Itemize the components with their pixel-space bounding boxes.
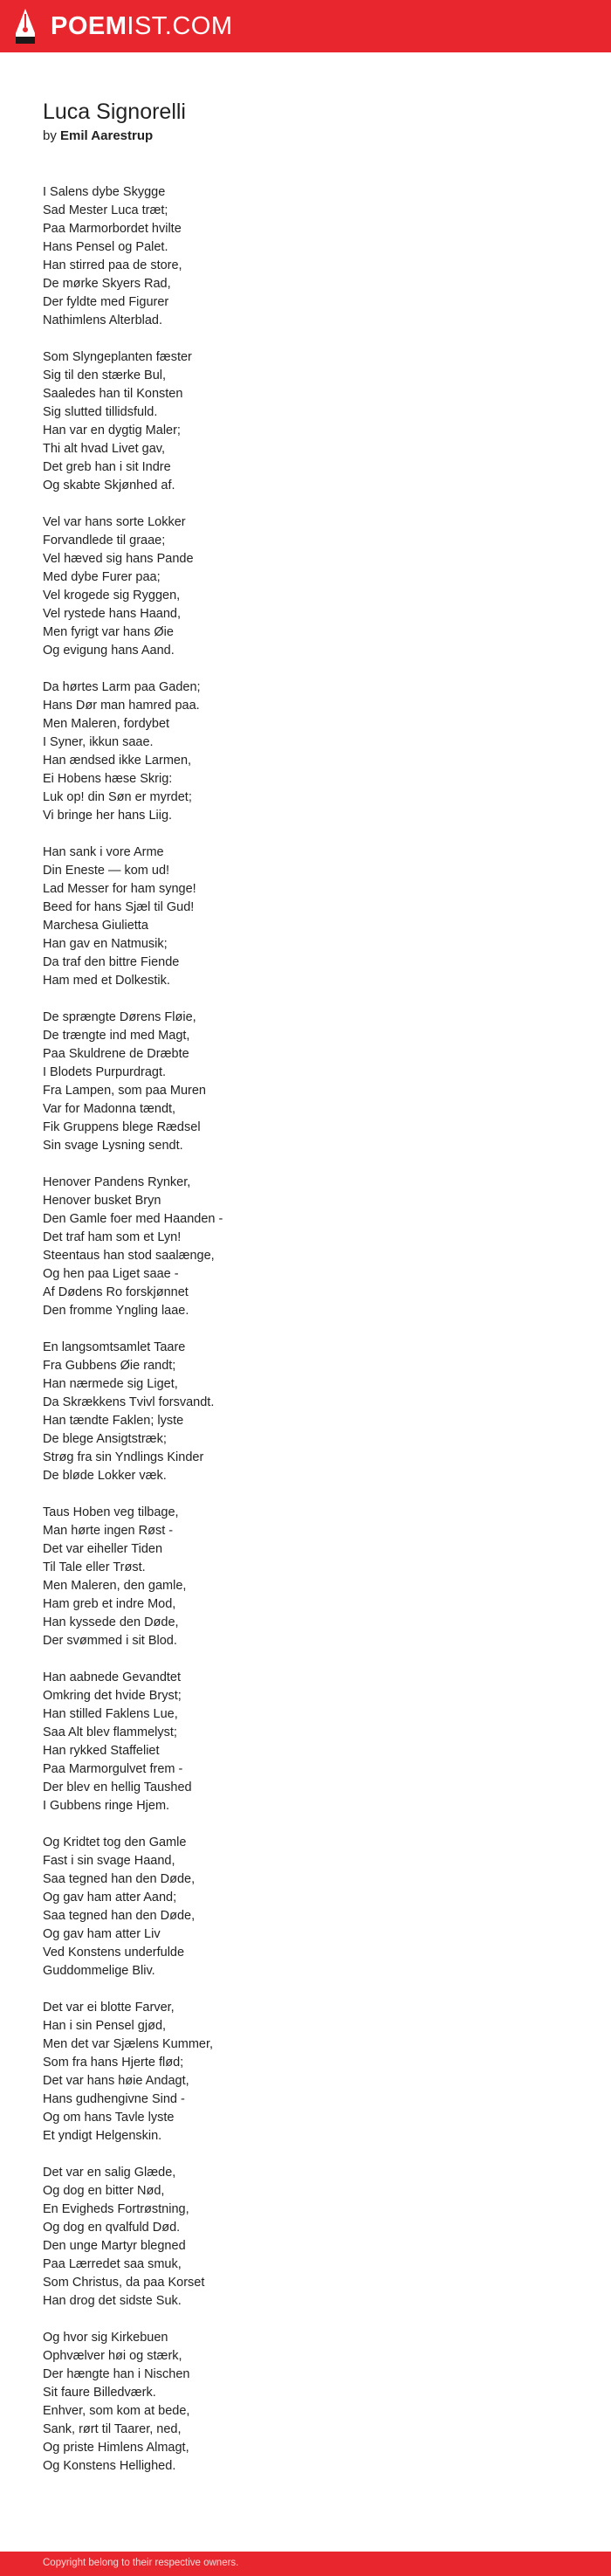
poem-line: Ved Konstens underfulde (43, 1946, 185, 1960)
poem-line: Og evigung hans Aand. (43, 644, 175, 658)
poem-line: Sin svage Lysning sendt. (43, 1139, 183, 1153)
poem-line: Paa Lærredet saa smuk, (43, 2257, 182, 2271)
stanza (43, 1009, 566, 1155)
poem-line: Fra Gubbens Øie randt; (43, 1359, 176, 1373)
poem-line: Paa Marmorbordet hvilte (43, 222, 182, 236)
poem-line: Sit faure Billedværk. (43, 2386, 156, 2400)
poem-line: Men fyrigt var hans Øie (43, 625, 174, 639)
poem-line: Beed for hans Sjæl til Gud! (43, 900, 195, 914)
poem-line: Og Konstens Hellighed. (43, 2459, 176, 2473)
brand-logo-text[interactable] (51, 10, 233, 42)
poem-line: Vi bringe her hans Liig. (43, 809, 173, 823)
poem-line: Han tændte Faklen; lyste (43, 1414, 184, 1428)
poem-line: En Evigheds Fortrøstning, (43, 2202, 189, 2216)
poem-line: De blege Ansigtstræk; (43, 1432, 167, 1446)
poem-line: Din Eneste — kom ud! (43, 864, 170, 878)
poem-line: En langsomtsamlet Taare (43, 1340, 186, 1354)
poem-line: Han kyssede den Døde, (43, 1615, 179, 1629)
poem-line: Og Kridtet tog den Gamle (43, 1836, 187, 1849)
poem-line: Den Gamle foer med Haanden - (43, 1212, 223, 1226)
poem-line: Og dog en qvalfuld Død. (43, 2221, 181, 2235)
poem-line: Og hvor sig Kirkebuen (43, 2331, 168, 2345)
poem-line: Ophvælver høi og stærk, (43, 2349, 182, 2363)
poem-line: Det greb han i sit Indre (43, 460, 171, 474)
poem-line: Det var en salig Glæde, (43, 2166, 176, 2180)
poem-title: Luca Signorelli (43, 100, 186, 124)
poem-line: Det var ei blotte Farver, (43, 2001, 175, 2015)
poem-line: Men Maleren, fordybet (43, 717, 170, 731)
poem-line: Af Dødens Ro forskjønnet (43, 1285, 189, 1299)
poem-line: Steentaus han stod saalænge, (43, 1249, 215, 1263)
poem-line: Og dog en bitter Nød, (43, 2184, 165, 2198)
poem-line: Der hængte han i Nischen (43, 2367, 190, 2381)
poem-line: De sprængte Dørens Fløie, (43, 1010, 196, 1024)
poem-line: Sig slutted tillidsfuld. (43, 405, 158, 419)
poem-line: Og gav ham atter Liv (43, 1927, 161, 1941)
stanza (43, 678, 566, 825)
poem-line: Taus Hoben veg tilbage, (43, 1505, 179, 1519)
poem-line: Paa Marmorgulvet frem - (43, 1762, 183, 1776)
poem-line: Som Slyngeplanten fæster (43, 350, 192, 364)
poem-line: Og priste Himlens Almagt, (43, 2441, 189, 2455)
poem-line: Sig til den stærke Bul, (43, 368, 167, 382)
stanza (43, 1504, 566, 1650)
poem-line: Strøg fra sin Yndlings Kinder (43, 1450, 204, 1464)
poem-line: Guddommelige Bliv. (43, 1964, 155, 1978)
poem-line: Han nærmede sig Liget, (43, 1377, 178, 1391)
poem-line: Et yndigt Helgenskin. (43, 2129, 162, 2143)
poem-line: De mørke Skyers Rad, (43, 277, 171, 291)
poem-line: Han rykked Staffeliet (43, 1744, 160, 1758)
poem-line: Og hen paa Liget saae - (43, 1267, 179, 1281)
poem-line: De trængte ind med Magt, (43, 1029, 190, 1043)
poem-line: Han stirred paa de store, (43, 258, 182, 272)
poem-line: I Gubbens ringe Hjem. (43, 1799, 170, 1813)
poem-line: Ham greb et indre Mod, (43, 1597, 176, 1611)
stanza (43, 1999, 566, 2146)
poem-line: Den fromme Yngling laae. (43, 1304, 189, 1318)
poem-line: Lad Messer for ham synge! (43, 882, 196, 896)
poem-line: Saa tegned han den Døde, (43, 1909, 196, 1923)
poem-line: Til Tale eller Trøst. (43, 1560, 146, 1574)
poem-line: Som Christus, da paa Korset (43, 2276, 205, 2290)
poem-line: Han gav en Natmusik; (43, 937, 168, 951)
poem-content (43, 98, 566, 2494)
poem-line: Paa Skuldrene de Dræbte (43, 1047, 189, 1061)
poem-line: Det var eiheller Tiden (43, 1542, 163, 1556)
poem-line: Han ændsed ikke Larmen, (43, 754, 192, 768)
poem-line: I Blodets Purpurdragt. (43, 1065, 167, 1079)
poem-line: Hans gudhengivne Sind - (43, 2092, 185, 2106)
poem-line: Han var en dygtig Maler; (43, 424, 181, 437)
poem-line: Sad Mester Luca træt; (43, 203, 168, 217)
poem-line: Men Maleren, den gamle, (43, 1579, 187, 1593)
stanza (43, 844, 566, 990)
poem-body (43, 183, 566, 2476)
poem-line: Og skabte Skjønhed af. (43, 479, 175, 492)
poem-line: Vel var hans sorte Lokker (43, 515, 186, 529)
stanza (43, 183, 566, 330)
stanza (43, 2164, 566, 2311)
pen-nib-icon[interactable] (14, 7, 37, 45)
stanza (43, 513, 566, 660)
stanza (43, 1174, 566, 1320)
poem-line: Marchesa Giulietta (43, 919, 148, 933)
poem-line: Han aabnede Gevandtet (43, 1670, 182, 1684)
poem-line: Der fyldte med Figurer (43, 295, 169, 309)
poem-line: Fik Gruppens blege Rædsel (43, 1120, 201, 1134)
poem-line: Forvandlede til graae; (43, 534, 166, 548)
poem-line: Vel hæved sig hans Pande (43, 552, 194, 566)
poem-line: Men det var Sjælens Kummer, (43, 2037, 214, 2051)
poem-line: Saa tegned han den Døde, (43, 1872, 196, 1886)
stanza (43, 1834, 566, 1980)
poem-line: Der blev en hellig Taushed (43, 1780, 192, 1794)
poem-line: Vel krogede sig Ryggen, (43, 589, 181, 603)
poem-line: Nathimlens Alterblad. (43, 313, 163, 327)
poem-line: Man hørte ingen Røst - (43, 1524, 174, 1538)
poem-line: Da traf den bittre Fiende (43, 955, 180, 969)
stanza (43, 2329, 566, 2476)
copyright-notice: Copyright belong to their respective owners. (43, 2558, 239, 2568)
byline (43, 127, 566, 145)
author-name[interactable]: Emil Aarestrup (60, 128, 154, 143)
poem-line: Med dybe Furer paa; (43, 570, 161, 584)
poem-line: Det traf ham som et Lyn! (43, 1230, 182, 1244)
poem-line: Han drog det sidste Suk. (43, 2294, 182, 2308)
poem-line: Og om hans Tavle lyste (43, 2111, 175, 2125)
poem-line: Da hørtes Larm paa Gaden; (43, 680, 201, 694)
poem-line: Thi alt hvad Livet gav, (43, 442, 165, 456)
poem-line: I Syner, ikkun saae. (43, 735, 154, 749)
poem-line: Luk op! din Søn er myrdet; (43, 790, 192, 804)
footer-bar (0, 2552, 611, 2576)
poem-line: Var for Madonna tændt, (43, 1102, 176, 1116)
brand-bold: POEM (51, 12, 127, 40)
poem-line: Ei Hobens hæse Skrig: (43, 772, 173, 786)
poem-line: Der svømmed i sit Blod. (43, 1634, 177, 1648)
poem-line: Han stilled Faklens Lue, (43, 1707, 178, 1721)
poem-line: De bløde Lokker væk. (43, 1469, 167, 1483)
poem-line: Som fra hans Hjerte flød; (43, 2056, 184, 2070)
poem-line: Sank, rørt til Taarer, ned, (43, 2422, 182, 2436)
poem-line: Saa Alt blev flammelyst; (43, 1725, 177, 1739)
poem-line: Han i sin Pensel gjød, (43, 2019, 167, 2033)
poem-line: Saaledes han til Konsten (43, 387, 183, 401)
by-label: by (43, 128, 57, 143)
poem-line: Den unge Martyr blegned (43, 2239, 186, 2253)
top-navigation-bar (0, 0, 611, 52)
poem-line: Henover busket Bryn (43, 1194, 161, 1208)
poem-line: Fra Lampen, som paa Muren (43, 1084, 206, 1098)
poem-line: Hans Pensel og Palet. (43, 240, 168, 254)
poem-line: Enhver, som kom at bede, (43, 2404, 190, 2418)
poem-line: Da Skrækkens Tvivl forsvandt. (43, 1395, 215, 1409)
poem-line: Det var hans høie Andagt, (43, 2074, 189, 2088)
poem-line: Vel rystede hans Haand, (43, 607, 181, 621)
brand-light: IST.COM (127, 12, 233, 40)
poem-line: Fast i sin svage Haand, (43, 1854, 175, 1868)
stanza (43, 348, 566, 495)
poem-line: Ham med et Dolkestik. (43, 974, 170, 988)
poem-line: Og gav ham atter Aand; (43, 1891, 177, 1904)
stanza (43, 1669, 566, 1815)
poem-line: Henover Pandens Rynker, (43, 1175, 191, 1189)
poem-line: Han sank i vore Arme (43, 845, 164, 859)
poem-line: I Salens dybe Skygge (43, 185, 166, 199)
poem-line: Hans Dør man hamred paa. (43, 699, 200, 713)
poem-line: Omkring det hvide Bryst; (43, 1689, 182, 1703)
stanza (43, 1339, 566, 1485)
